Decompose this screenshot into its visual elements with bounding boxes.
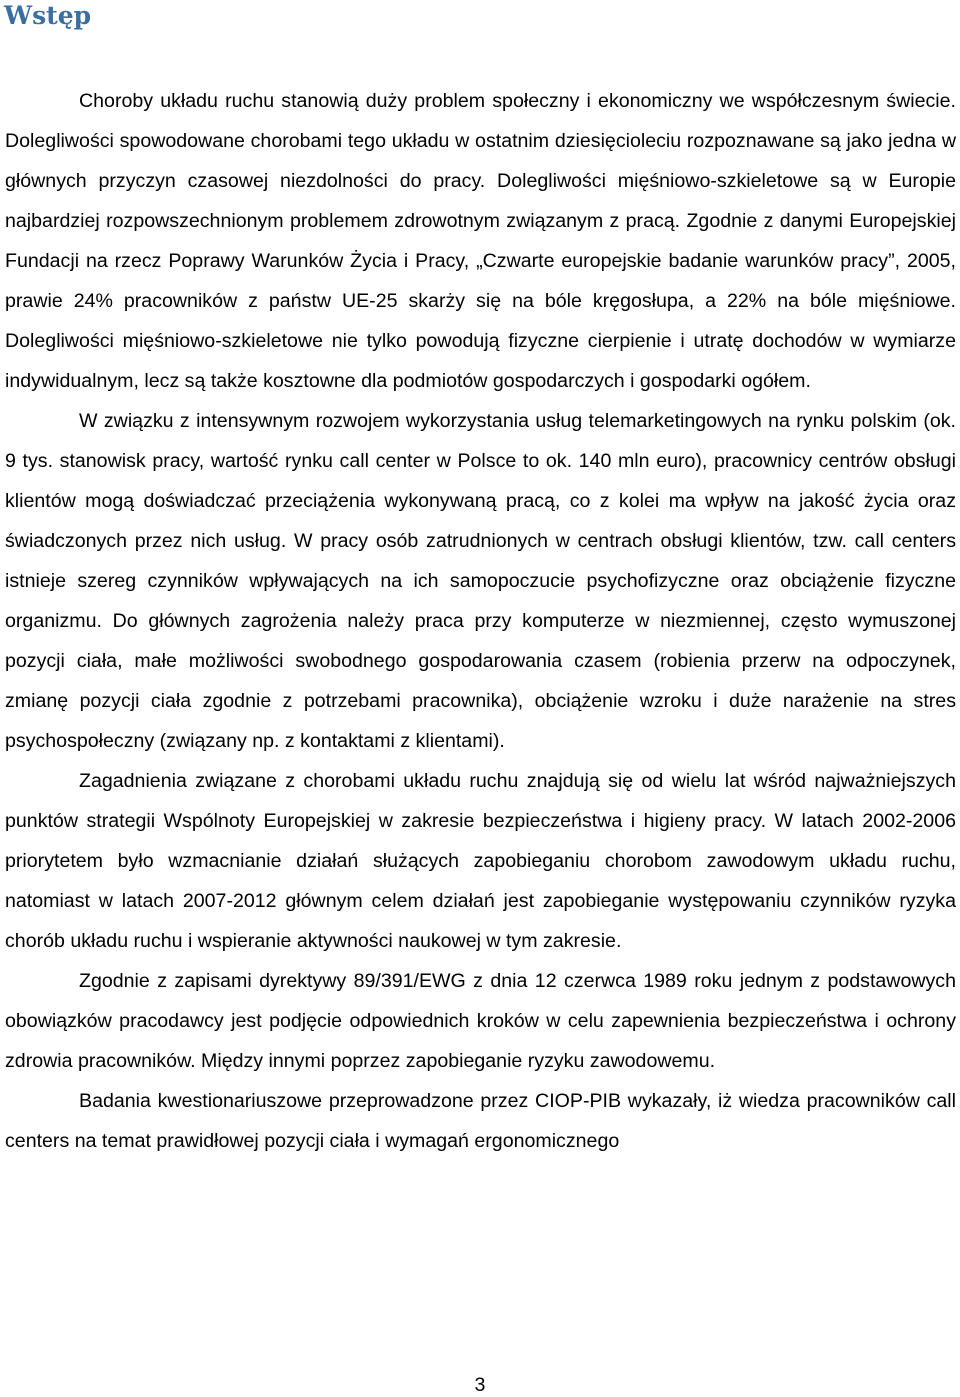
paragraph: Choroby układu ruchu stanowią duży problem społeczny i ekonomiczny we współczesnym świecie. Dolegliwości spowodowane chorobami tego układu w ostatnim dziesięcioleciu rozpoznawane są jako jedna w głównych przyczyn czasowej niezdolności do pracy. Dolegliwości mięśniowo-szkieletowe są w Europie najbardziej rozpowszechnionym problemem zdrowotnym związanym z pracą. Zgodnie z danymi Europejskiej Fundacji na rzecz Poprawy Warunków Życia i Pracy, „Czwarte europejskie badanie warunków pracy”, 2005, prawie 24% pracowników z państw UE-25 skarży się na bóle kręgosłupa, a 22% na bóle mięśniowe. Dolegliwości mięśniowo-szkieletowe nie tylko powodują fizyczne cierpienie i utratę dochodów w wymiarze indywidualnym, lecz są także kosztowne dla podmiotów gospodarczych i gospodarki ogółem.	[5, 90, 956, 392]
paragraph: Badania kwestionariuszowe przeprowadzone przez CIOP-PIB wykazały, iż wiedza pracowników call centers na temat prawidłowej pozycji ciała i wymagań ergonomicznego	[5, 1090, 956, 1152]
paragraph: W związku z intensywnym rozwojem wykorzystania usług telemarketingowych na rynku polskim (ok. 9 tys. stanowisk pracy, wartość rynku call center w Polsce to ok. 140 mln euro), pracownicy centrów obsługi klientów mogą doświadczać przeciążenia wykonywaną pracą, co z kolei ma wpływ na jakość życia oraz świadczonych przez nich usług. W pracy osób zatrudnionych w centrach obsługi klientów, tzw. call centers istnieje szereg czynników wpływających na ich samopoczucie psychofizyczne oraz obciążenie fizyczne organizmu. Do głównych zagrożenia należy praca przy komputerze w niezmiennej, często wymuszonej pozycji ciała, małe możliwości swobodnego gospodarowania czasem (robienia przerw na odpoczynek, zmianę pozycji ciała zgodnie z potrzebami pracownika), obciążenie wzroku i duże narażenie na stres psychospołeczny (związany np. z kontaktami z klientami).	[5, 410, 956, 752]
paragraph: Zgodnie z zapisami dyrektywy 89/391/EWG z dnia 12 czerwca 1989 roku jednym z podstawowych obowiązków pracodawcy jest podjęcie odpowiednich kroków w celu zapewnienia bezpieczeństwa i ochrony zdrowia pracowników. Między innymi poprzez zapobieganie ryzyku zawodowemu.	[5, 970, 956, 1072]
page-number: 3	[474, 1374, 486, 1396]
section-heading: Wstęp	[4, 1, 92, 30]
body-text	[5, 81, 956, 1161]
paragraph: Zagadnienia związane z chorobami układu ruchu znajdują się od wielu lat wśród najważniejszych punktów strategii Wspólnoty Europejskiej w zakresie bezpieczeństwa i higieny pracy. W latach 2002-2006 priorytetem było wzmacnianie działań służących zapobieganiu chorobom zawodowym układu ruchu, natomiast w latach 2007-2012 głównym celem działań jest zapobieganie występowaniu czynników ryzyka chorób układu ruchu i wspieranie aktywności naukowej w tym zakresie.	[5, 770, 956, 952]
